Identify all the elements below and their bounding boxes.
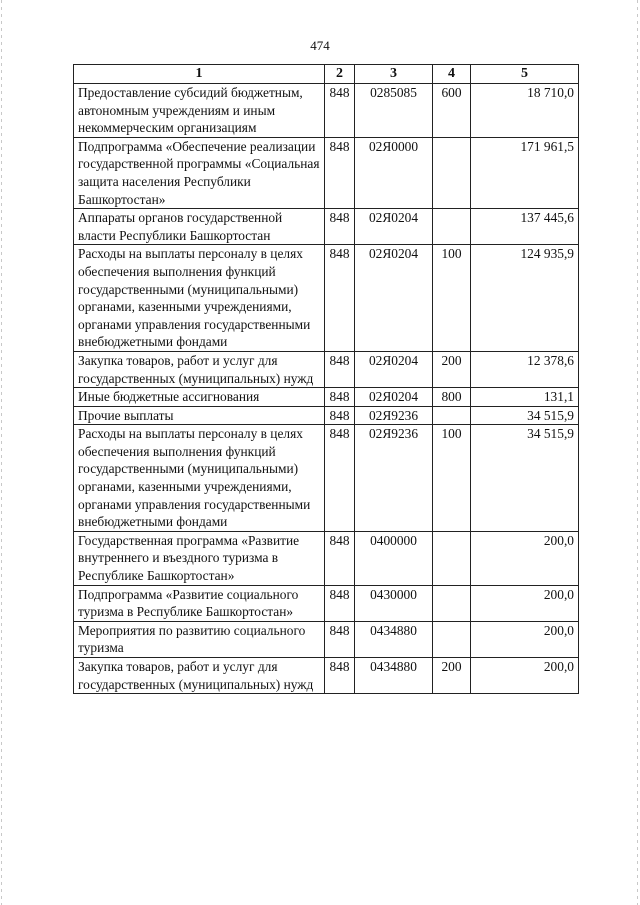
row-target: 0285085 <box>355 84 433 138</box>
row-name: Иные бюджетные ассигнования <box>74 388 325 407</box>
table-row <box>74 406 579 425</box>
row-name: Предоставление субсидий бюджетным, автономным учреждениям и иным некоммерческим организациям <box>74 84 325 138</box>
row-ministry: 848 <box>325 658 355 694</box>
row-name: Расходы на выплаты персоналу в целях обеспечения выполнения функций государственными (муниципальными) органами, казенными учреждениями, органами управления государственными внебюджетными фондами <box>74 245 325 352</box>
row-ministry: 848 <box>325 425 355 532</box>
row-type: 200 <box>433 351 471 387</box>
table-row <box>74 425 579 532</box>
row-target: 0400000 <box>355 531 433 585</box>
header-col-4: 4 <box>433 65 471 84</box>
row-sum: 34 515,9 <box>471 425 579 532</box>
row-sum: 137 445,6 <box>471 209 579 245</box>
row-sum: 171 961,5 <box>471 137 579 208</box>
scan-right-edge <box>637 0 638 905</box>
row-name: Мероприятия по развитию социального туризма <box>74 621 325 657</box>
table-row <box>74 137 579 208</box>
row-type <box>433 406 471 425</box>
row-target: 02Я0000 <box>355 137 433 208</box>
row-name: Подпрограмма «Обеспечение реализации государственной программы «Социальная защита населения Республики Башкортостан» <box>74 137 325 208</box>
table-row <box>74 388 579 407</box>
table-row <box>74 531 579 585</box>
row-type <box>433 621 471 657</box>
row-target: 02Я0204 <box>355 245 433 352</box>
row-sum: 12 378,6 <box>471 351 579 387</box>
row-ministry: 848 <box>325 209 355 245</box>
row-type: 200 <box>433 658 471 694</box>
row-name: Аппараты органов государственной власти Республики Башкортостан <box>74 209 325 245</box>
row-sum: 200,0 <box>471 531 579 585</box>
table-row <box>74 658 579 694</box>
row-type <box>433 585 471 621</box>
row-sum: 200,0 <box>471 585 579 621</box>
row-ministry: 848 <box>325 406 355 425</box>
table-row <box>74 245 579 352</box>
table-row <box>74 585 579 621</box>
row-sum: 34 515,9 <box>471 406 579 425</box>
table-row <box>74 209 579 245</box>
row-ministry: 848 <box>325 137 355 208</box>
row-target: 0434880 <box>355 658 433 694</box>
header-col-2: 2 <box>325 65 355 84</box>
row-sum: 131,1 <box>471 388 579 407</box>
row-name: Подпрограмма «Развитие социального туризма в Республике Башкортостан» <box>74 585 325 621</box>
row-sum: 200,0 <box>471 621 579 657</box>
row-ministry: 848 <box>325 245 355 352</box>
header-col-1: 1 <box>74 65 325 84</box>
row-type: 600 <box>433 84 471 138</box>
row-target: 02Я0204 <box>355 209 433 245</box>
row-name: Закупка товаров, работ и услуг для государственных (муниципальных) нужд <box>74 658 325 694</box>
row-ministry: 848 <box>325 351 355 387</box>
row-type <box>433 137 471 208</box>
row-target: 0430000 <box>355 585 433 621</box>
row-type: 100 <box>433 245 471 352</box>
row-name: Расходы на выплаты персоналу в целях обеспечения выполнения функций государственными (муниципальными) органами, казенными учреждениями, органами управления государственными внебюджетными фондами <box>74 425 325 532</box>
row-target: 02Я0204 <box>355 388 433 407</box>
row-sum: 200,0 <box>471 658 579 694</box>
row-type <box>433 531 471 585</box>
budget-table <box>73 64 579 694</box>
header-col-5: 5 <box>471 65 579 84</box>
scan-left-edge <box>1 0 2 905</box>
table-row <box>74 351 579 387</box>
row-target: 02Я9236 <box>355 406 433 425</box>
row-sum: 124 935,9 <box>471 245 579 352</box>
row-type <box>433 209 471 245</box>
row-target: 02Я0204 <box>355 351 433 387</box>
row-name: Государственная программа «Развитие внутреннего и въездного туризма в Республике Башкортостан» <box>74 531 325 585</box>
page-number: 474 <box>310 38 330 53</box>
row-sum: 18 710,0 <box>471 84 579 138</box>
row-type: 800 <box>433 388 471 407</box>
row-ministry: 848 <box>325 84 355 138</box>
row-target: 02Я9236 <box>355 425 433 532</box>
row-ministry: 848 <box>325 388 355 407</box>
row-type: 100 <box>433 425 471 532</box>
row-target: 0434880 <box>355 621 433 657</box>
row-ministry: 848 <box>325 585 355 621</box>
row-name: Прочие выплаты <box>74 406 325 425</box>
header-col-3: 3 <box>355 65 433 84</box>
table-row <box>74 84 579 138</box>
header-row <box>74 65 579 84</box>
row-ministry: 848 <box>325 531 355 585</box>
table-row <box>74 621 579 657</box>
row-ministry: 848 <box>325 621 355 657</box>
row-name: Закупка товаров, работ и услуг для государственных (муниципальных) нужд <box>74 351 325 387</box>
